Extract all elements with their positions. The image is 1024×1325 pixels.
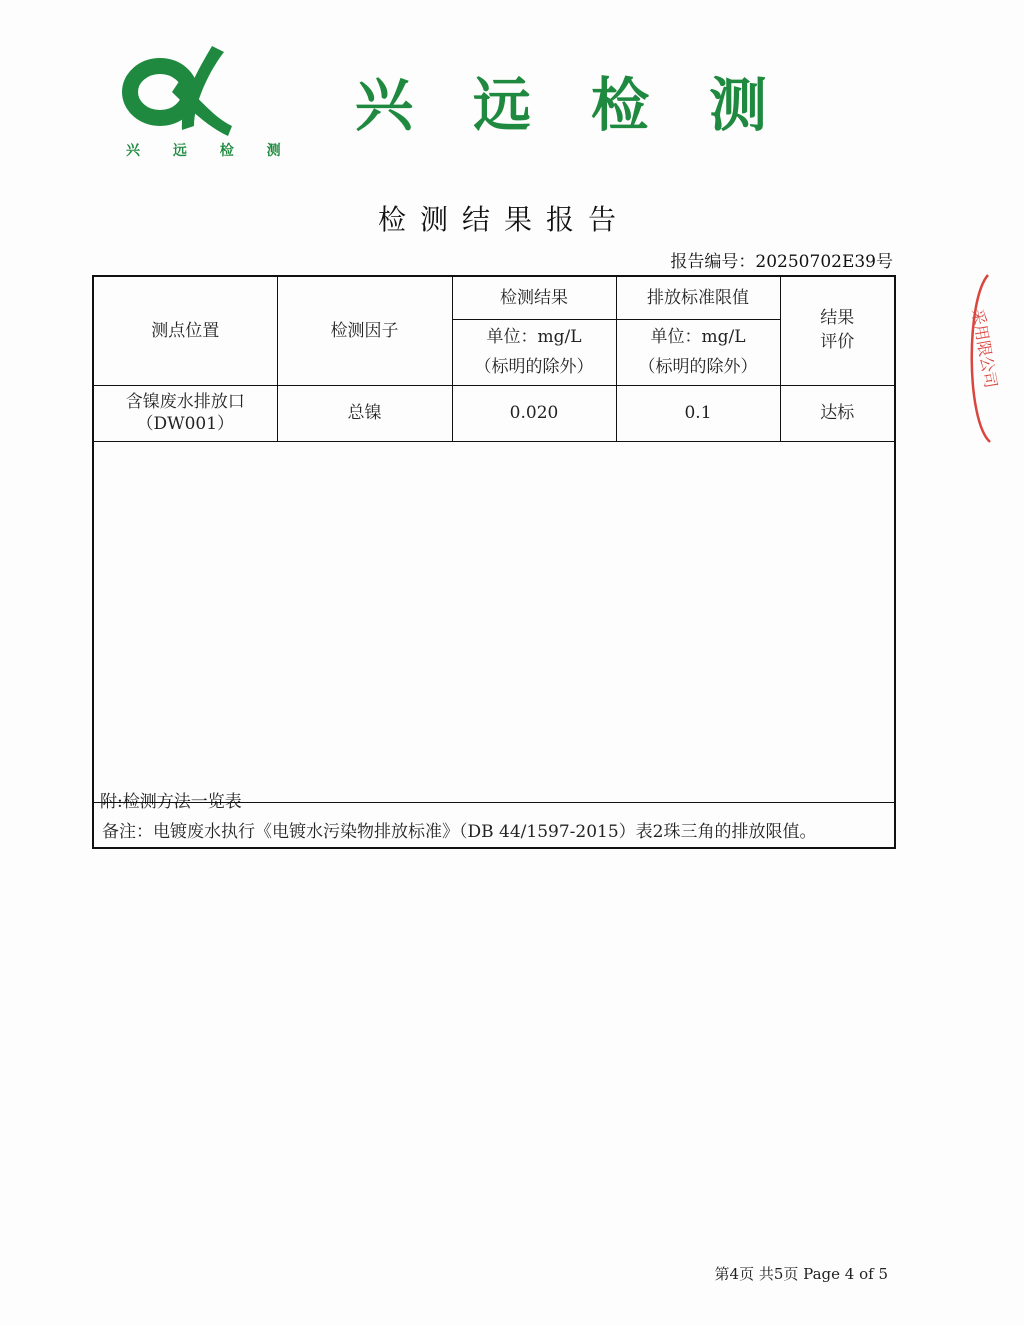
appendix-label: 附:检测方法一览表 <box>100 792 242 812</box>
report-title: 检测结果报告 <box>378 203 631 236</box>
table-row <box>94 385 894 441</box>
cell-factor: 总镍 <box>277 385 452 441</box>
results-frame <box>92 275 896 849</box>
limit-note: （标明的除外） <box>638 357 758 377</box>
header-location: 测点位置 <box>94 277 277 385</box>
page-footer: 第4页 共5页 Page 4 of 5 <box>714 1265 888 1283</box>
cell-location <box>94 385 277 441</box>
results-table <box>94 277 894 442</box>
header-result: 检测结果 <box>452 277 616 319</box>
header-evaluation <box>780 277 894 385</box>
remark-divider <box>94 802 894 803</box>
cell-result: 0.020 <box>452 385 616 441</box>
logo-caption: 兴 远 检 测 <box>126 143 295 159</box>
result-note: （标明的除外） <box>474 357 594 377</box>
seal-stamp <box>958 270 1008 450</box>
brand-name: 兴远检测 <box>355 71 828 139</box>
logo-mark-icon <box>120 40 240 140</box>
cell-evaluation: 达标 <box>780 385 894 441</box>
location-name: 含镍废水排放口 <box>125 391 245 412</box>
remark-text: 备注：电镀废水执行《电镀水污染物排放标准》（DB 44/1597-2015）表2珠三角的排放限值。 <box>102 822 817 842</box>
header-limit: 排放标准限值 <box>616 277 780 319</box>
svg-text:采用限公司: 采用限公司 <box>968 307 1001 390</box>
location-code: （DW001） <box>136 414 235 434</box>
cell-limit: 0.1 <box>616 385 780 441</box>
company-logo <box>120 40 295 165</box>
report-number: 报告编号：20250702E39号 <box>670 252 893 272</box>
header-result-unit <box>452 319 616 385</box>
header-limit-unit <box>616 319 780 385</box>
seal-icon <box>958 270 1008 450</box>
header-factor: 检测因子 <box>277 277 452 385</box>
limit-unit: 单位：mg/L <box>650 326 746 347</box>
result-unit: 单位：mg/L <box>486 326 582 347</box>
header-evaluation-text: 结果评价 <box>820 307 855 352</box>
